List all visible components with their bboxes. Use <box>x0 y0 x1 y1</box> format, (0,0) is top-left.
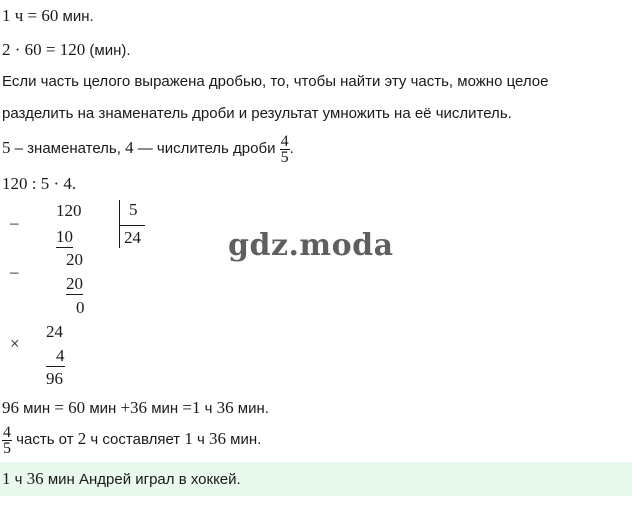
text: мин <box>19 400 55 417</box>
text: мин. <box>233 400 269 417</box>
fraction-numerator: 4 <box>3 423 11 441</box>
math-text: +36 <box>120 398 148 417</box>
text: мин <box>85 400 121 417</box>
math-text: = 60 <box>54 398 86 417</box>
line-denominator-numerator <box>2 131 294 166</box>
multiplicand: 24 <box>46 322 63 341</box>
fraction-denominator: 5 <box>3 439 11 457</box>
divisor: 5 <box>129 200 138 219</box>
minus-sign: – <box>10 262 19 281</box>
remainder: 20 <box>66 250 83 269</box>
fraction-denominator: 5 <box>280 148 289 166</box>
rule-text-line-2: разделить на знаменатель дроби и результат умножить на её числитель. <box>2 105 512 122</box>
fraction-numerator: 4 <box>280 132 289 150</box>
text: мин Андрей играл в хоккей. <box>43 471 241 488</box>
answer-box <box>0 462 632 496</box>
text: ч составляет <box>86 431 185 448</box>
math-text: 96 <box>2 398 19 417</box>
fraction <box>280 134 290 165</box>
text: ч <box>192 431 209 448</box>
line-part-of-whole <box>2 422 261 457</box>
math-text: 1 ч = 60 <box>2 6 59 25</box>
quotient: 24 <box>124 228 141 247</box>
multiplier: 4 <box>46 346 65 367</box>
dividend: 120 <box>56 201 82 220</box>
line-expression: 120 : 5 · 4. <box>2 174 77 193</box>
watermark-logo: gdz.moda <box>228 228 394 263</box>
rule-text-line-1: Если часть целого выражена дробью, то, чтобы найти эту часть, можно целое <box>2 73 549 90</box>
times-sign: × <box>10 334 20 353</box>
remainder: 0 <box>76 298 85 317</box>
math-text: 1 <box>2 469 11 488</box>
line-multiplication <box>2 40 131 61</box>
division-vertical-bar <box>119 200 120 248</box>
text: — числитель дроби <box>133 140 280 157</box>
text: мин. <box>225 431 262 448</box>
text: ч <box>10 471 27 488</box>
division-horizontal-bar <box>119 225 145 226</box>
text: – знаменатель, <box>10 140 126 157</box>
math-text: 36 <box>26 469 44 488</box>
unit-text: (мин). <box>85 42 131 59</box>
math-text: 2 <box>77 429 87 448</box>
math-text: 2 · 60 = 120 <box>2 40 86 59</box>
line-result-sum <box>2 398 269 419</box>
subtrahend: 10 <box>56 227 73 246</box>
math-text: 1 <box>184 429 193 448</box>
math-text: 36 <box>208 429 226 448</box>
answer-text <box>2 469 241 490</box>
fraction <box>2 425 12 456</box>
math-text: 4 <box>125 138 134 157</box>
text: . <box>289 140 294 157</box>
unit-text: мин. <box>58 8 94 25</box>
text: часть от <box>12 431 78 448</box>
minus-sign: – <box>10 213 19 232</box>
line-hours-minutes <box>2 6 94 27</box>
product: 96 <box>46 369 63 388</box>
math-text: 36 <box>216 398 234 417</box>
text: ч <box>200 400 217 417</box>
subtrahend: 20 <box>66 274 83 293</box>
math-text: =1 <box>182 398 201 417</box>
text: мин <box>147 400 183 417</box>
math-text: 5 <box>2 138 11 157</box>
